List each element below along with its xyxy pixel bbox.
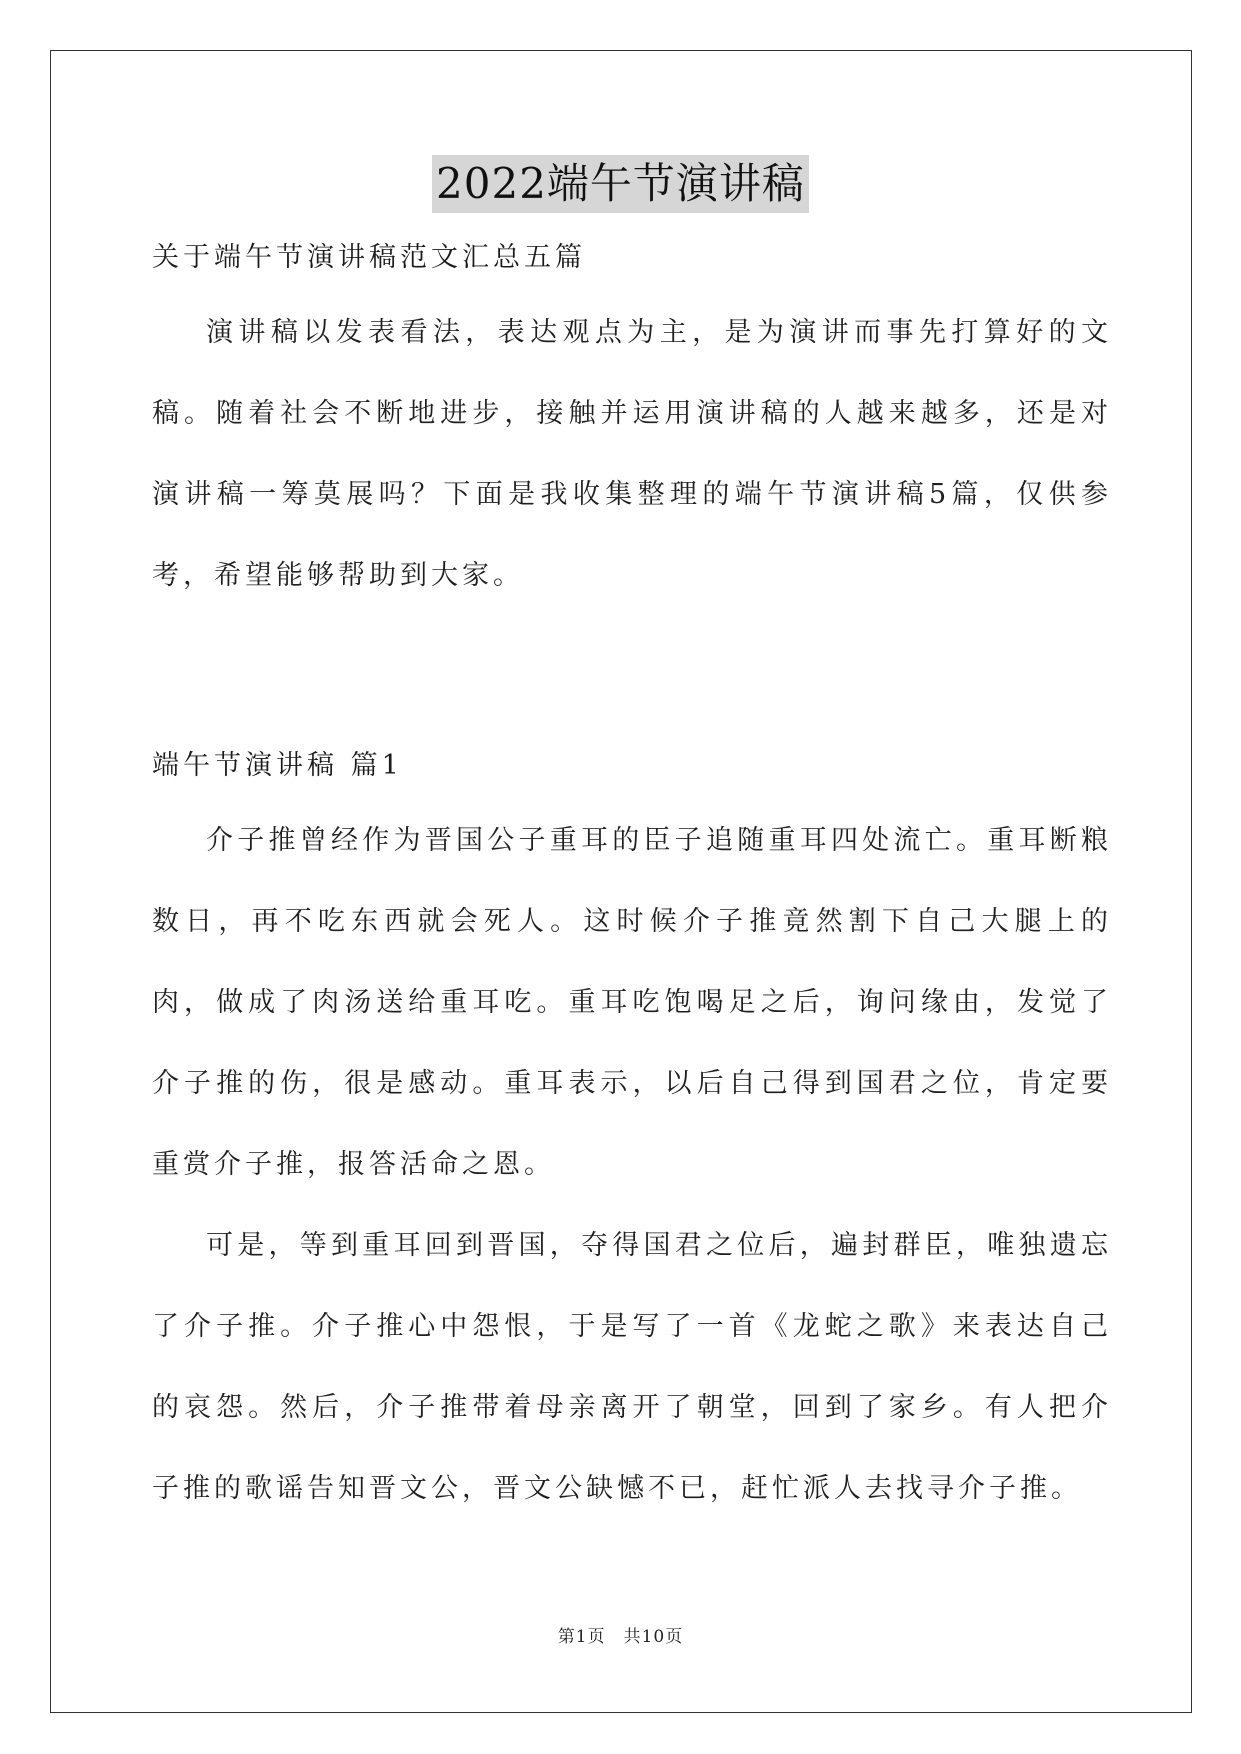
section-heading: 端午节演讲稿 篇1 bbox=[152, 750, 403, 781]
document-subtitle: 关于端午节演讲稿范文汇总五篇 bbox=[152, 242, 586, 273]
page-footer: 第1页 共10页 bbox=[557, 1627, 684, 1647]
intro-block bbox=[152, 292, 1112, 616]
body-paragraph: 介子推曾经作为晋国公子重耳的臣子追随重耳四处流亡。重耳断粮数日，再不吃东西就会死人。这时候介子推竟然割下自己大腿上的肉，做成了肉汤送给重耳吃。重耳吃饱喝足之后，询问缘由，发觉了介子推的伤，很是感动。重耳表示，以后自己得到国君之位，肯定要重赏介子推，报答活命之恩。 bbox=[152, 825, 1112, 1180]
intro-paragraph: 演讲稿以发表看法，表达观点为主，是为演讲而事先打算好的文稿。随着社会不断地进步，接触并运用演讲稿的人越来越多，还是对演讲稿一筹莫展吗？下面是我收集整理的端午节演讲稿5篇，仅供参考，希望能够帮助到大家。 bbox=[152, 317, 1112, 591]
title-container bbox=[0, 155, 1241, 213]
document-title: 2022端午节演讲稿 bbox=[432, 155, 809, 213]
body-paragraph: 可是，等到重耳回到晋国，夺得国君之位后，遍封群臣，唯独遗忘了介子推。介子推心中怨恨，于是写了一首《龙蛇之歌》来表达自己的哀怨。然后，介子推带着母亲离开了朝堂，回到了家乡。有人把介子推的歌谣告知晋文公，晋文公缺憾不已，赶忙派人去找寻介子推。 bbox=[152, 1230, 1112, 1504]
section-body bbox=[152, 800, 1112, 1529]
